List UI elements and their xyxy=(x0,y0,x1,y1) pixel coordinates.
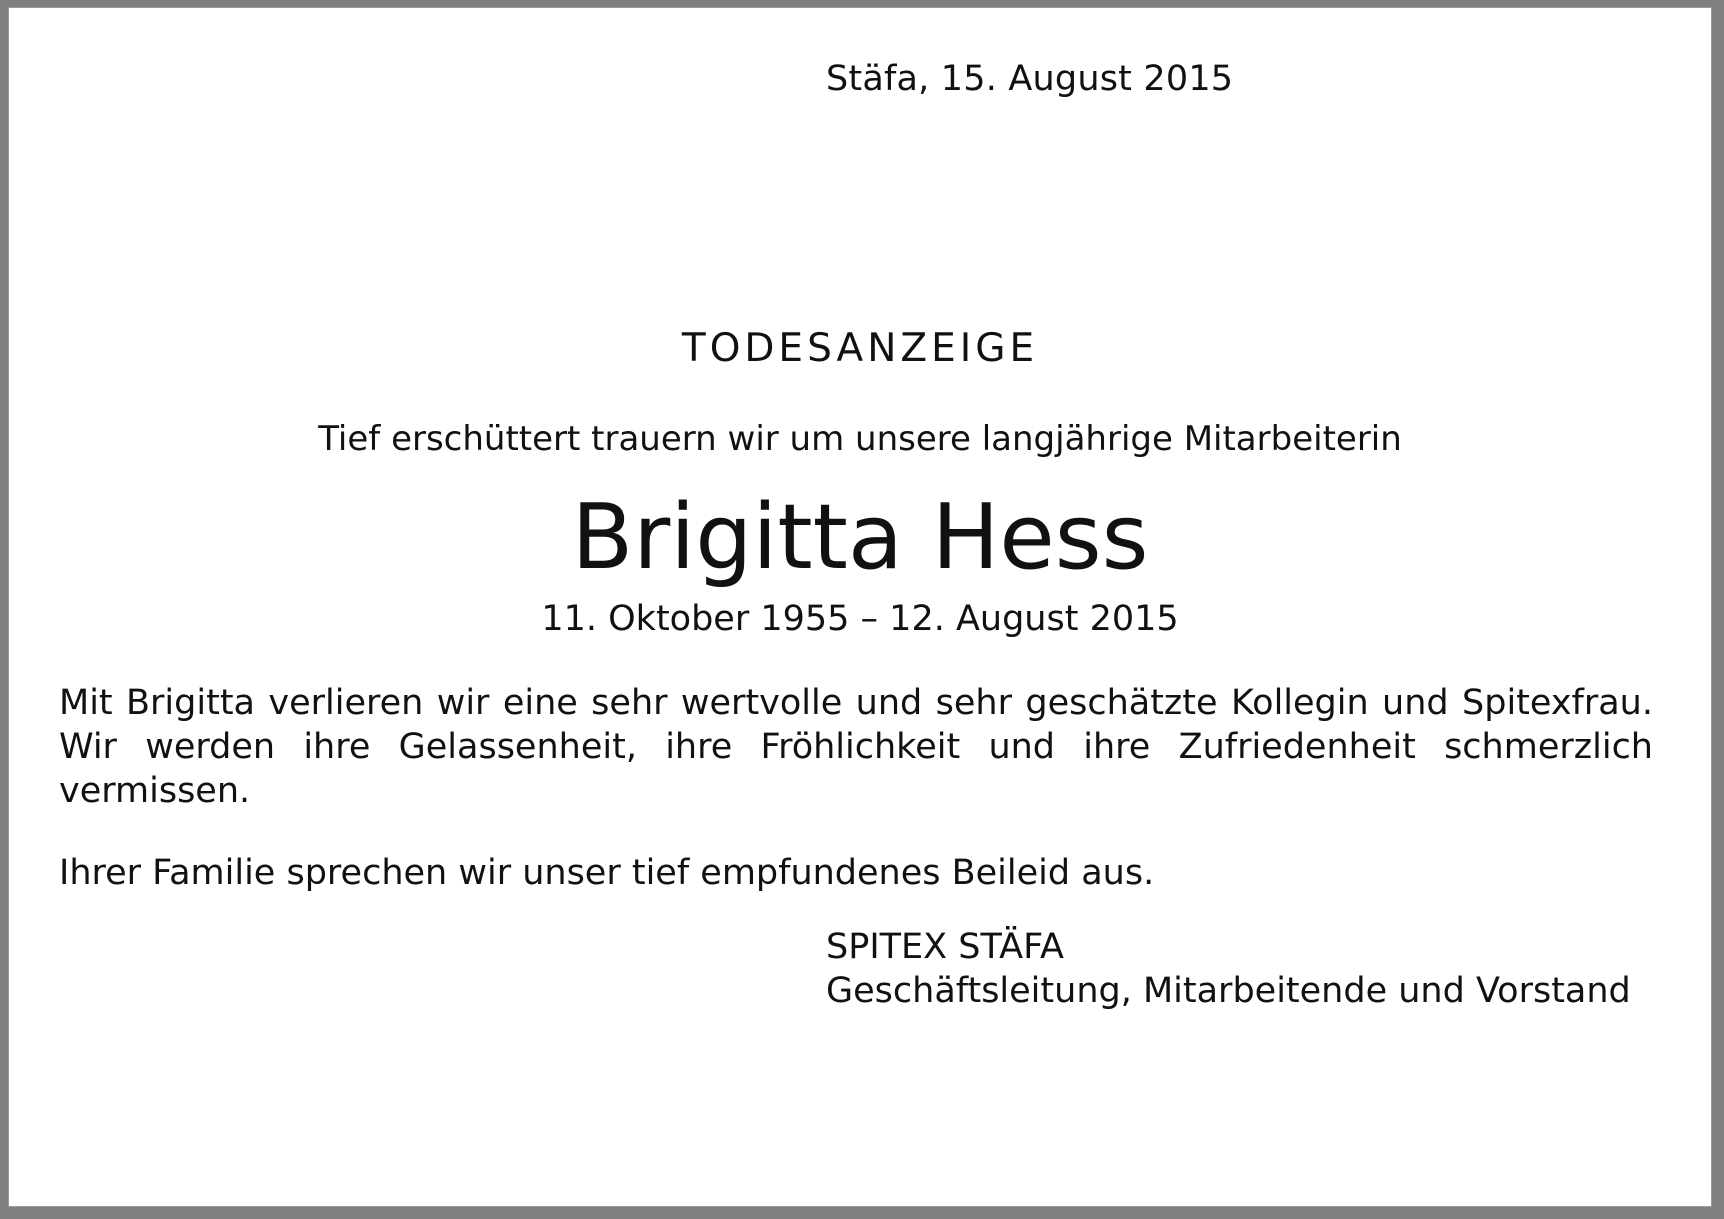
condolence-message: Ihrer Familie sprechen wir unser tief empfundenes Beileid aus. xyxy=(59,853,1155,893)
sender-organization: SPITEX STÄFA xyxy=(826,927,1064,967)
deceased-name: Brigitta Hess xyxy=(571,485,1149,590)
sender-signatories: Geschäftsleitung, Mitarbeitende und Vorstand xyxy=(826,971,1631,1011)
tribute-message: Mit Brigitta verlieren wir eine sehr wertvolle und sehr geschätzte Kollegin und Spitexfrau. Wir werden ihre Gelassenheit, ihre Fröhlichkeit und ihre Zufriedenheit schmerzlich vermissen. xyxy=(59,683,1653,811)
sender-block xyxy=(826,925,1631,1013)
dateline: Stäfa, 15. August 2015 xyxy=(826,59,1234,99)
life-dates: 11. Oktober 1955 – 12. August 2015 xyxy=(541,599,1179,639)
obituary-page xyxy=(8,7,1712,1207)
notice-heading: TODESANZEIGE xyxy=(681,326,1039,371)
intro-line: Tief erschüttert trauern wir um unsere langjährige Mitarbeiterin xyxy=(318,419,1402,459)
